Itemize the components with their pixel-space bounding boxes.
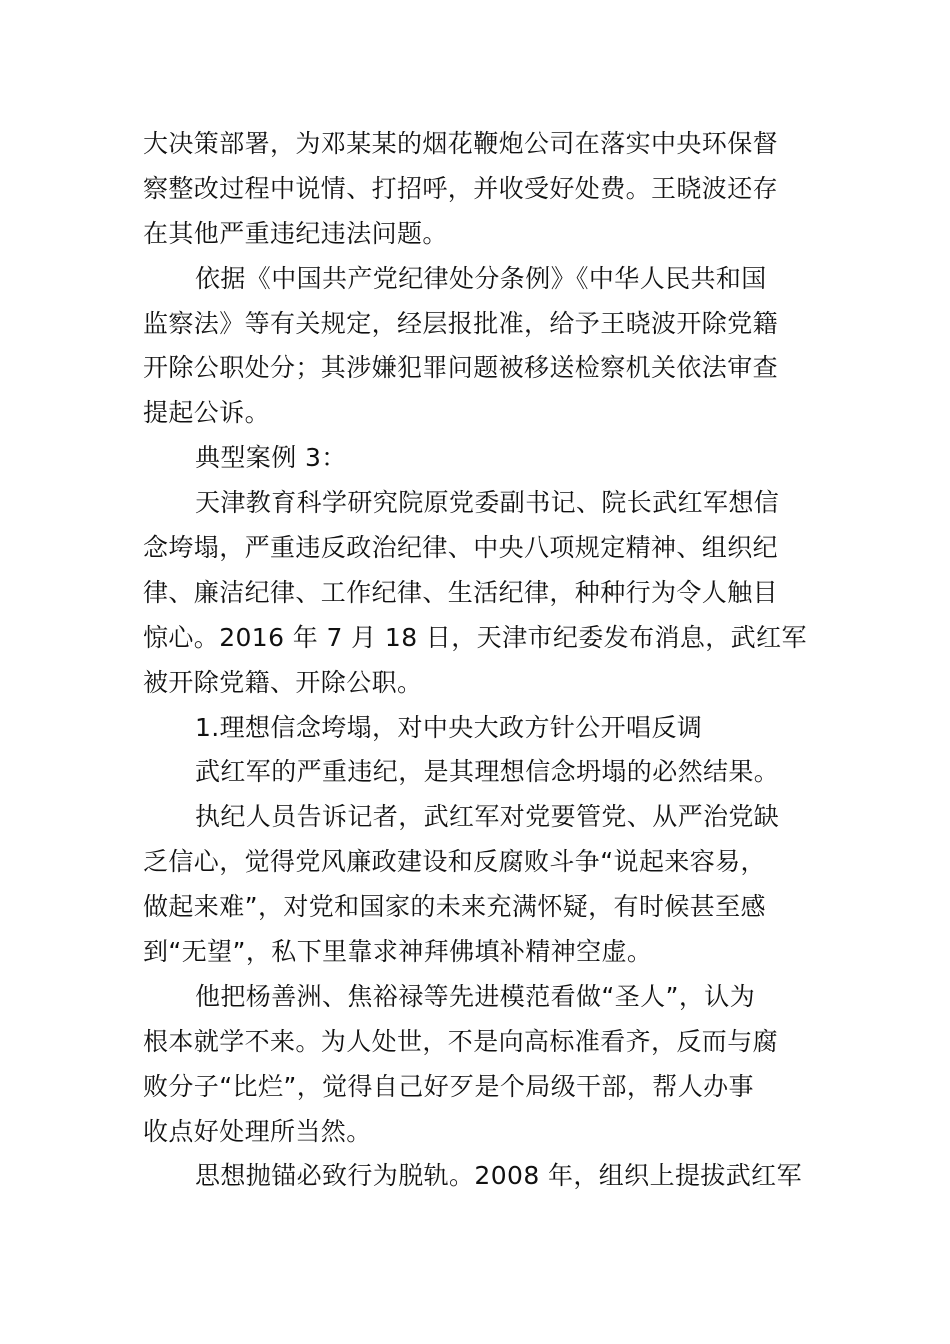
text-line: 被开除党籍、开除公职。 — [143, 667, 423, 697]
document-body — [143, 122, 808, 1199]
text-line: 根本就学不来。为人处世，不是向高标准看齐，反而与腐 — [143, 1026, 779, 1056]
text-line: 在其他严重违纪违法问题。 — [143, 218, 448, 248]
text-line: 执纪人员告诉记者，武红军对党要管党、从严治党缺 — [195, 802, 780, 832]
text-line: 大决策部署，为邓某某的烟花鞭炮公司在落实中央环保督 — [143, 129, 779, 158]
text-line: 典型案例 3： — [195, 443, 347, 473]
text-line: 依据《中国共产党纪律处分条例》《中华人民共和国 — [195, 263, 767, 293]
text-line: 败分子“比烂”，觉得自己好歹是个局级干部，帮人办事 — [143, 1071, 754, 1101]
text-line: 监察法》等有关规定，经层报批准，给予王晓波开除党籍 — [143, 308, 779, 338]
text-line: 思想抛锚必致行为脱轨。2008 年，组织上提拔武红军 — [195, 1161, 802, 1191]
text-line: 乏信心，觉得党风廉政建设和反腐败斗争“说起来容易， — [143, 847, 766, 877]
text-line: 察整改过程中说情、打招呼，并收受好处费。王晓波还存 — [143, 173, 779, 203]
text-line: 念垮塌，严重违反政治纪律、中央八项规定精神、组织纪 — [143, 533, 779, 563]
text-line: 天津教育科学研究院原党委副书记、院长武红军想信 — [195, 488, 780, 518]
text-line: 提起公诉。 — [143, 398, 271, 428]
text-line: 律、廉洁纪律、工作纪律、生活纪律，种种行为令人触目 — [143, 577, 779, 607]
text-line: 1.理想信念垮塌，对中央大政方针公开唱反调 — [195, 712, 703, 742]
text-line: 开除公职处分；其涉嫌犯罪问题被移送检察机关依法审查 — [143, 353, 779, 383]
text-line: 到“无望”，私下里靠求神拜佛填补精神空虚。 — [143, 937, 653, 967]
text-line: 惊心。2016 年 7 月 18 日，天津市纪委发布消息，武红军 — [143, 622, 807, 652]
text-line: 武红军的严重违纪，是其理想信念坍塌的必然结果。 — [195, 757, 780, 787]
text-line: 做起来难”，对党和国家的未来充满怀疑，有时候甚至感 — [143, 892, 766, 922]
text-line: 他把杨善洲、焦裕禄等先进模范看做“圣人”，认为 — [195, 981, 756, 1011]
text-line: 收点好处理所当然。 — [143, 1116, 372, 1146]
